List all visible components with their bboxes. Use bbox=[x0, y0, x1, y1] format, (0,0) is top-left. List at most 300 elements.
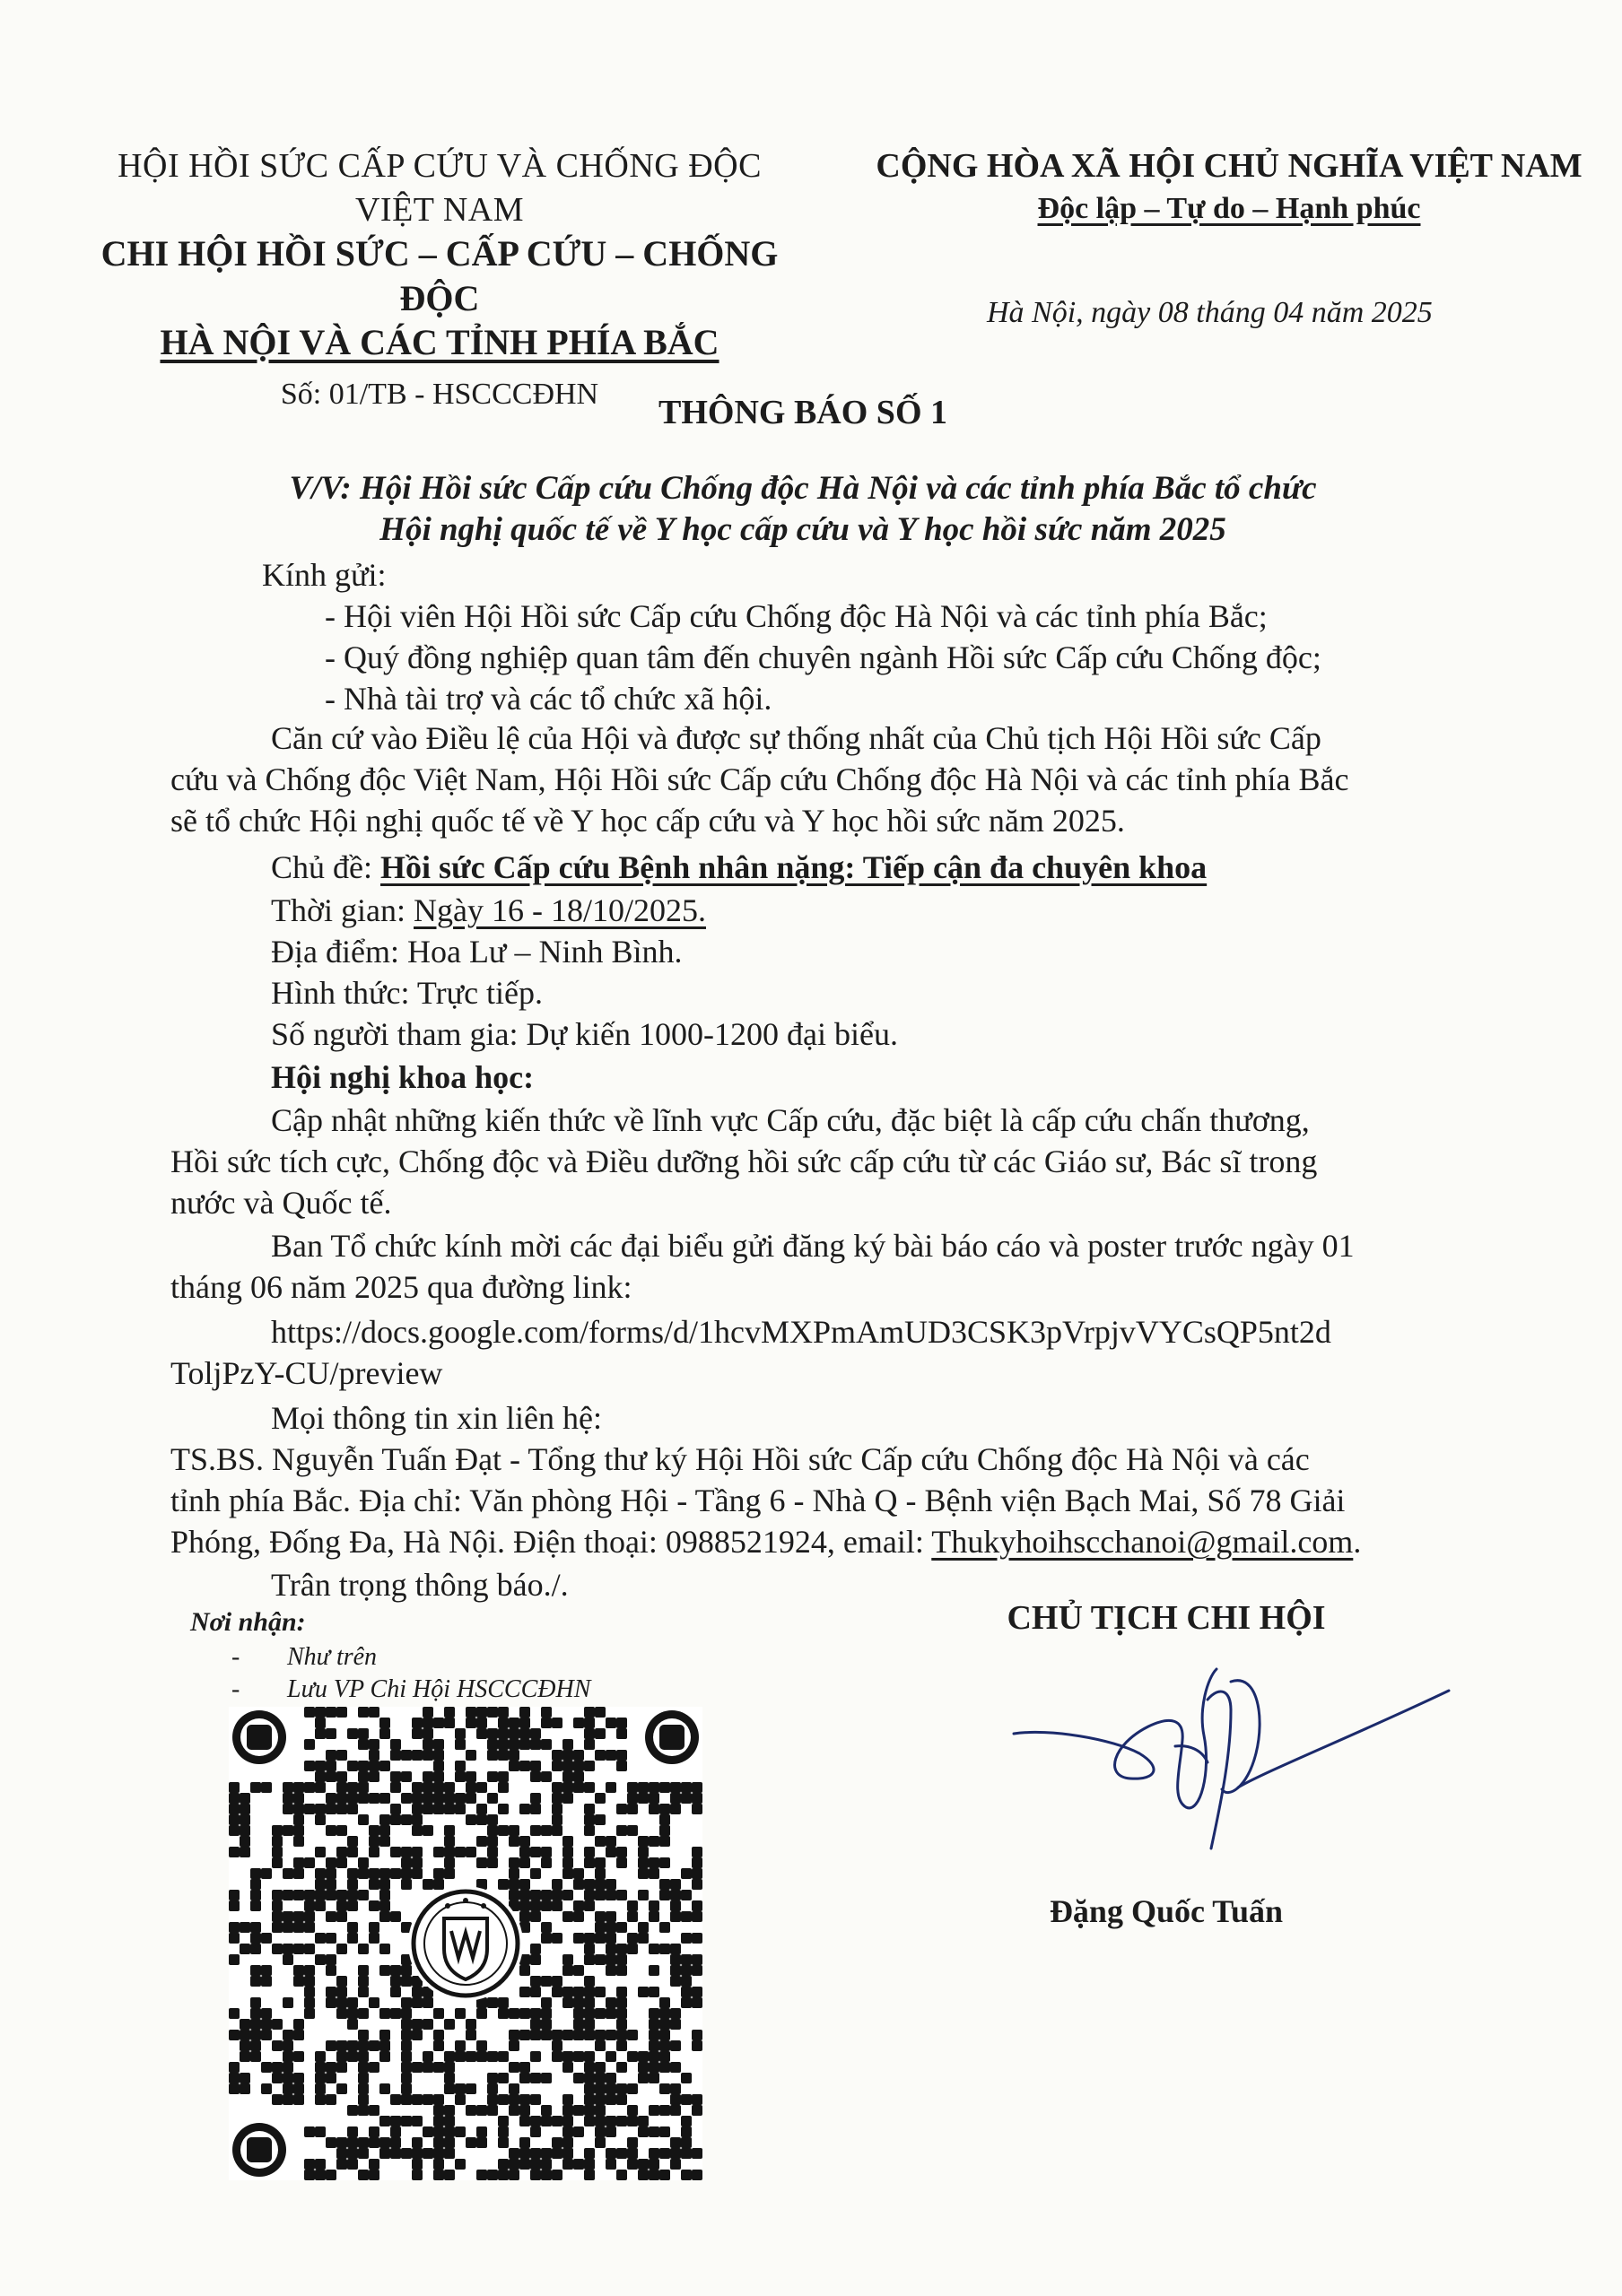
qr-module bbox=[670, 2148, 681, 2159]
qr-module bbox=[358, 2094, 369, 2105]
qr-module bbox=[552, 1933, 562, 1944]
qr-module bbox=[562, 1793, 573, 1804]
qr-module bbox=[552, 1814, 562, 1825]
qr-module bbox=[595, 1890, 606, 1900]
qr-module bbox=[627, 2137, 638, 2148]
qr-code[interactable] bbox=[229, 1707, 702, 2180]
qr-module bbox=[573, 2105, 584, 2116]
qr-module bbox=[595, 1857, 606, 1868]
qr-module bbox=[659, 2083, 670, 2094]
document-title: THÔNG BÁO SỐ 1 bbox=[658, 394, 947, 431]
link-line2[interactable]: ToljPzY-CU/preview bbox=[170, 1355, 443, 1391]
qr-module bbox=[250, 1868, 261, 1879]
qr-module bbox=[595, 2126, 606, 2137]
qr-module bbox=[412, 2062, 423, 2073]
qr-module bbox=[681, 2073, 692, 2083]
qr-module bbox=[595, 1933, 606, 1944]
contact-email-link[interactable]: Thukyhoihscchanoi@gmail.com bbox=[931, 1524, 1354, 1560]
qr-module bbox=[369, 1900, 379, 1911]
qr-module bbox=[498, 1750, 509, 1761]
qr-module bbox=[562, 1911, 573, 1922]
qr-module bbox=[670, 2019, 681, 2030]
qr-module bbox=[649, 2148, 659, 2159]
qr-module bbox=[670, 1900, 681, 1911]
qr-module bbox=[250, 1782, 261, 1793]
qr-module bbox=[347, 2105, 358, 2116]
qr-module bbox=[606, 2159, 616, 2170]
qr-module bbox=[304, 1739, 315, 1750]
qr-module bbox=[369, 2040, 379, 2051]
qr-module bbox=[283, 1793, 293, 1804]
qr-module bbox=[369, 1761, 379, 1771]
qr-module bbox=[304, 1782, 315, 1793]
qr-module bbox=[358, 1728, 369, 1739]
qr-module bbox=[670, 2008, 681, 2019]
link-line1[interactable]: https://docs.google.com/forms/d/1hcvMXPmAmUD3CSK3pVrpjvVYCsQP5nt2d bbox=[271, 1314, 1331, 1350]
qr-module bbox=[444, 2073, 455, 2083]
qr-module bbox=[466, 2137, 476, 2148]
qr-module bbox=[390, 2008, 401, 2019]
header-left bbox=[81, 144, 798, 422]
qr-module bbox=[250, 2030, 261, 2040]
qr-module bbox=[379, 2008, 390, 2019]
qr-module bbox=[595, 2030, 606, 2040]
qr-module bbox=[315, 1890, 326, 1900]
qr-finder-pattern-bottom-left bbox=[231, 2121, 288, 2179]
qr-module bbox=[659, 1836, 670, 1847]
qr-module bbox=[412, 1793, 423, 1804]
qr-module bbox=[573, 1987, 584, 1997]
science-line: Hồi sức tích cực, Chống độc và Điều dưỡng hồi sức cấp cứu từ các Giáo sư, Bác sĩ trong bbox=[170, 1144, 1318, 1179]
qr-module bbox=[692, 1868, 702, 1879]
qr-module bbox=[326, 2073, 336, 2083]
qr-module bbox=[240, 1793, 250, 1804]
qr-module bbox=[379, 2116, 390, 2126]
qr-module bbox=[670, 1879, 681, 1890]
qr-module bbox=[347, 1804, 358, 1814]
qr-module bbox=[584, 1890, 595, 1900]
qr-module bbox=[573, 1997, 584, 2008]
qr-module bbox=[293, 1976, 304, 1987]
qr-module bbox=[347, 1793, 358, 1804]
qr-module bbox=[358, 1707, 369, 1718]
qr-module bbox=[369, 1868, 379, 1879]
qr-module bbox=[466, 1782, 476, 1793]
qr-module bbox=[240, 1836, 250, 1847]
recipient-item: - Hội viên Hội Hồi sức Cấp cứu Chống độc Hà Nội và các tỉnh phía Bắc; bbox=[325, 598, 1268, 634]
qr-module bbox=[530, 2019, 541, 2030]
qr-module bbox=[584, 1718, 595, 1728]
qr-module bbox=[584, 1997, 595, 2008]
qr-module bbox=[692, 1997, 702, 2008]
qr-module bbox=[498, 2073, 509, 2083]
qr-module bbox=[498, 2116, 509, 2126]
qr-module bbox=[627, 1782, 638, 1793]
qr-module bbox=[283, 1954, 293, 1965]
qr-module bbox=[552, 2116, 562, 2126]
qr-module bbox=[638, 1782, 649, 1793]
qr-module bbox=[606, 2008, 616, 2019]
qr-module bbox=[638, 2062, 649, 2073]
qr-module bbox=[476, 1707, 487, 1718]
qr-module bbox=[444, 1793, 455, 1804]
qr-module bbox=[476, 1836, 487, 1847]
qr-module bbox=[573, 2019, 584, 2030]
qr-module bbox=[315, 1814, 326, 1825]
qr-module bbox=[304, 1944, 315, 1954]
qr-module bbox=[412, 2094, 423, 2105]
qr-module bbox=[541, 1857, 552, 1868]
qr-module bbox=[681, 2148, 692, 2159]
qr-module bbox=[638, 1868, 649, 1879]
qr-module bbox=[509, 1750, 519, 1761]
qr-module bbox=[250, 1944, 261, 1954]
qr-module bbox=[573, 1911, 584, 1922]
qr-module bbox=[595, 2083, 606, 2094]
qr-module bbox=[627, 1911, 638, 1922]
qr-module bbox=[229, 2008, 240, 2019]
qr-module bbox=[369, 1836, 379, 1847]
qr-module bbox=[412, 2019, 423, 2030]
qr-module bbox=[606, 1879, 616, 1890]
qr-module bbox=[649, 2062, 659, 2073]
qr-module bbox=[455, 2008, 466, 2019]
qr-module bbox=[423, 1782, 433, 1793]
qr-module bbox=[433, 2040, 444, 2051]
qr-module bbox=[390, 1976, 401, 1987]
qr-module bbox=[304, 1707, 315, 1718]
qr-module bbox=[272, 1922, 283, 1933]
qr-module bbox=[336, 2148, 347, 2159]
qr-module bbox=[487, 2073, 498, 2083]
qr-module bbox=[606, 2083, 616, 2094]
qr-module bbox=[638, 2159, 649, 2170]
qr-module bbox=[444, 1847, 455, 1857]
qr-module bbox=[659, 2019, 670, 2030]
qr-module bbox=[498, 1879, 509, 1890]
qr-module bbox=[240, 1804, 250, 1814]
qr-module bbox=[379, 1825, 390, 1836]
qr-module bbox=[616, 1804, 627, 1814]
qr-module bbox=[606, 1954, 616, 1965]
theme-label: Chủ đề: bbox=[271, 849, 380, 885]
closing-line: Trân trọng thông báo./. bbox=[271, 1567, 569, 1603]
qr-module bbox=[606, 1782, 616, 1793]
qr-module bbox=[283, 1825, 293, 1836]
qr-module bbox=[692, 1911, 702, 1922]
qr-module bbox=[390, 1911, 401, 1922]
qr-module bbox=[326, 1707, 336, 1718]
qr-module bbox=[519, 1911, 530, 1922]
qr-module bbox=[390, 1739, 401, 1750]
qr-module bbox=[261, 1933, 272, 1944]
qr-module bbox=[670, 1911, 681, 1922]
qr-module bbox=[498, 1718, 509, 1728]
qr-module bbox=[229, 1954, 240, 1965]
qr-module bbox=[509, 1728, 519, 1739]
qr-module bbox=[606, 1718, 616, 1728]
qr-module bbox=[530, 1728, 541, 1739]
qr-module bbox=[616, 1997, 627, 2008]
qr-module bbox=[606, 1965, 616, 1976]
qr-module bbox=[293, 1890, 304, 1900]
qr-module bbox=[487, 2051, 498, 2062]
qr-module bbox=[444, 2116, 455, 2126]
qr-module bbox=[401, 1847, 412, 1857]
qr-module bbox=[659, 1857, 670, 1868]
qr-module bbox=[466, 1847, 476, 1857]
qr-module bbox=[562, 1997, 573, 2008]
qr-module bbox=[595, 2105, 606, 2116]
qr-module bbox=[541, 1890, 552, 1900]
qr-module bbox=[552, 2137, 562, 2148]
qr-module bbox=[627, 1933, 638, 1944]
qr-module bbox=[530, 2126, 541, 2137]
qr-module bbox=[584, 1739, 595, 1750]
qr-module bbox=[649, 2008, 659, 2019]
qr-module bbox=[649, 2073, 659, 2083]
qr-module bbox=[638, 2051, 649, 2062]
qr-module bbox=[487, 1997, 498, 2008]
qr-module bbox=[606, 2073, 616, 2083]
qr-module bbox=[358, 2137, 369, 2148]
qr-module bbox=[336, 1707, 347, 1718]
qr-module bbox=[681, 2137, 692, 2148]
qr-module bbox=[347, 2148, 358, 2159]
qr-module bbox=[358, 1793, 369, 1804]
qr-module bbox=[369, 1847, 379, 1857]
qr-module bbox=[649, 1900, 659, 1911]
qr-module bbox=[369, 2105, 379, 2116]
qr-module bbox=[272, 1857, 283, 1868]
qr-module bbox=[649, 1857, 659, 1868]
qr-module bbox=[379, 1814, 390, 1825]
qr-module bbox=[315, 1718, 326, 1728]
qr-module bbox=[584, 2094, 595, 2105]
qr-module bbox=[315, 1847, 326, 1857]
qr-module bbox=[584, 1954, 595, 1965]
qr-module bbox=[229, 1847, 240, 1857]
qr-module bbox=[649, 2051, 659, 2062]
qr-module bbox=[315, 1954, 326, 1965]
qr-module bbox=[476, 2126, 487, 2137]
qr-module bbox=[649, 2159, 659, 2170]
qr-module bbox=[455, 2083, 466, 2094]
qr-module bbox=[487, 2083, 498, 2094]
qr-module bbox=[390, 1965, 401, 1976]
qr-module bbox=[433, 2148, 444, 2159]
qr-module bbox=[272, 1847, 283, 1857]
qr-module bbox=[509, 2083, 519, 2094]
qr-module bbox=[315, 1879, 326, 1890]
qr-module bbox=[379, 1911, 390, 1922]
qr-module bbox=[358, 2051, 369, 2062]
qr-module bbox=[530, 1976, 541, 1987]
qr-module bbox=[412, 2148, 423, 2159]
qr-module bbox=[552, 1761, 562, 1771]
qr-module bbox=[638, 2126, 649, 2137]
qr-module bbox=[562, 2094, 573, 2105]
qr-module bbox=[541, 2073, 552, 2083]
qr-module bbox=[573, 1782, 584, 1793]
qr-module bbox=[304, 1965, 315, 1976]
qr-module bbox=[379, 1868, 390, 1879]
qr-module bbox=[562, 1771, 573, 1782]
qr-module bbox=[293, 2083, 304, 2094]
qr-module bbox=[541, 2116, 552, 2126]
qr-module bbox=[562, 2116, 573, 2126]
qr-module bbox=[336, 1825, 347, 1836]
qr-module bbox=[616, 2019, 627, 2030]
qr-module bbox=[272, 2040, 283, 2051]
document-number: Số: 01/TB - HSCCCĐHN bbox=[280, 378, 599, 411]
qr-module bbox=[379, 1728, 390, 1739]
qr-module bbox=[616, 1922, 627, 1933]
qr-module bbox=[487, 1739, 498, 1750]
subject bbox=[0, 468, 1606, 551]
qr-module bbox=[358, 2083, 369, 2094]
qr-module bbox=[692, 2170, 702, 2180]
qr-module bbox=[336, 1771, 347, 1782]
qr-module bbox=[455, 1793, 466, 1804]
qr-module bbox=[616, 2030, 627, 2040]
qr-module bbox=[326, 2170, 336, 2180]
qr-module bbox=[336, 1750, 347, 1761]
qr-module bbox=[649, 1868, 659, 1879]
qr-module bbox=[315, 2126, 326, 2137]
qr-module bbox=[283, 2062, 293, 2073]
qr-module bbox=[530, 1944, 541, 1954]
qr-module bbox=[336, 2008, 347, 2019]
qr-module bbox=[401, 2030, 412, 2040]
qr-module bbox=[649, 1793, 659, 1804]
qr-module bbox=[541, 1922, 552, 1933]
qr-module bbox=[584, 1707, 595, 1718]
qr-module bbox=[455, 1728, 466, 1739]
qr-module bbox=[455, 2159, 466, 2170]
qr-module bbox=[240, 1825, 250, 1836]
qr-module bbox=[358, 2008, 369, 2019]
qr-module bbox=[562, 1750, 573, 1761]
qr-module bbox=[272, 1944, 283, 1954]
qr-module bbox=[498, 1739, 509, 1750]
qr-module bbox=[659, 1890, 670, 1900]
theme-value: Hồi sức Cấp cứu Bệnh nhân nặng: Tiếp cận đa chuyên khoa bbox=[380, 849, 1208, 885]
qr-module bbox=[616, 1890, 627, 1900]
qr-module bbox=[336, 2051, 347, 2062]
qr-module bbox=[476, 1718, 487, 1728]
received-item: - Như trên bbox=[231, 1643, 378, 1671]
qr-module bbox=[347, 1868, 358, 1879]
qr-module bbox=[336, 1987, 347, 1997]
qr-module bbox=[584, 2008, 595, 2019]
qr-module bbox=[433, 1793, 444, 1804]
qr-module bbox=[627, 1944, 638, 1954]
qr-module bbox=[530, 2148, 541, 2159]
qr-module bbox=[261, 2083, 272, 2094]
qr-module bbox=[412, 2030, 423, 2040]
qr-module bbox=[326, 1997, 336, 2008]
qr-module bbox=[379, 1890, 390, 1900]
registration-link[interactable] bbox=[170, 1311, 1331, 1394]
qr-module bbox=[423, 2126, 433, 2137]
qr-module bbox=[659, 1804, 670, 1814]
qr-module bbox=[444, 1836, 455, 1847]
qr-module bbox=[444, 1857, 455, 1868]
qr-module bbox=[401, 1814, 412, 1825]
qr-module bbox=[670, 1782, 681, 1793]
qr-module bbox=[541, 1976, 552, 1987]
qr-module bbox=[552, 2148, 562, 2159]
qr-module bbox=[541, 2105, 552, 2116]
qr-module bbox=[498, 1771, 509, 1782]
qr-module bbox=[519, 2105, 530, 2116]
qr-module bbox=[347, 1879, 358, 1890]
qr-module bbox=[261, 2008, 272, 2019]
qr-module bbox=[519, 2008, 530, 2019]
qr-module bbox=[433, 1868, 444, 1879]
qr-module bbox=[379, 1965, 390, 1976]
header-right bbox=[861, 144, 1597, 230]
qr-module bbox=[649, 1782, 659, 1793]
qr-module bbox=[455, 1804, 466, 1814]
qr-module bbox=[616, 2062, 627, 2073]
qr-module bbox=[573, 2159, 584, 2170]
qr-module bbox=[326, 1804, 336, 1814]
qr-module bbox=[595, 2073, 606, 2083]
qr-module bbox=[681, 1965, 692, 1976]
qr-module bbox=[347, 2040, 358, 2051]
qr-module bbox=[315, 1804, 326, 1814]
qr-module bbox=[681, 2094, 692, 2105]
qr-module bbox=[315, 2062, 326, 2073]
qr-module bbox=[444, 1707, 455, 1718]
qr-module bbox=[293, 1965, 304, 1976]
qr-module bbox=[261, 1868, 272, 1879]
qr-module bbox=[584, 1804, 595, 1814]
qr-module bbox=[541, 2019, 552, 2030]
qr-module bbox=[369, 1879, 379, 1890]
qr-module bbox=[692, 1965, 702, 1976]
recipients-list bbox=[325, 596, 1321, 719]
qr-module bbox=[487, 1836, 498, 1847]
qr-module bbox=[444, 1868, 455, 1879]
qr-module bbox=[519, 1728, 530, 1739]
qr-module bbox=[562, 2148, 573, 2159]
qr-module bbox=[347, 1761, 358, 1771]
qr-module bbox=[584, 1782, 595, 1793]
qr-module bbox=[681, 2170, 692, 2180]
qr-module bbox=[498, 2094, 509, 2105]
qr-module bbox=[412, 1718, 423, 1728]
qr-module bbox=[616, 1944, 627, 1954]
qr-module bbox=[272, 1890, 283, 1900]
qr-module bbox=[304, 1900, 315, 1911]
qr-module bbox=[326, 1911, 336, 1922]
qr-module bbox=[336, 1804, 347, 1814]
qr-module bbox=[584, 2030, 595, 2040]
qr-module bbox=[229, 2083, 240, 2094]
qr-module bbox=[272, 1836, 283, 1847]
qr-module bbox=[627, 2116, 638, 2126]
qr-module bbox=[347, 1782, 358, 1793]
qr-module bbox=[659, 2008, 670, 2019]
qr-module bbox=[379, 1879, 390, 1890]
qr-module bbox=[562, 1836, 573, 1847]
qr-module bbox=[347, 1997, 358, 2008]
qr-module bbox=[530, 2094, 541, 2105]
qr-module bbox=[606, 1750, 616, 1761]
